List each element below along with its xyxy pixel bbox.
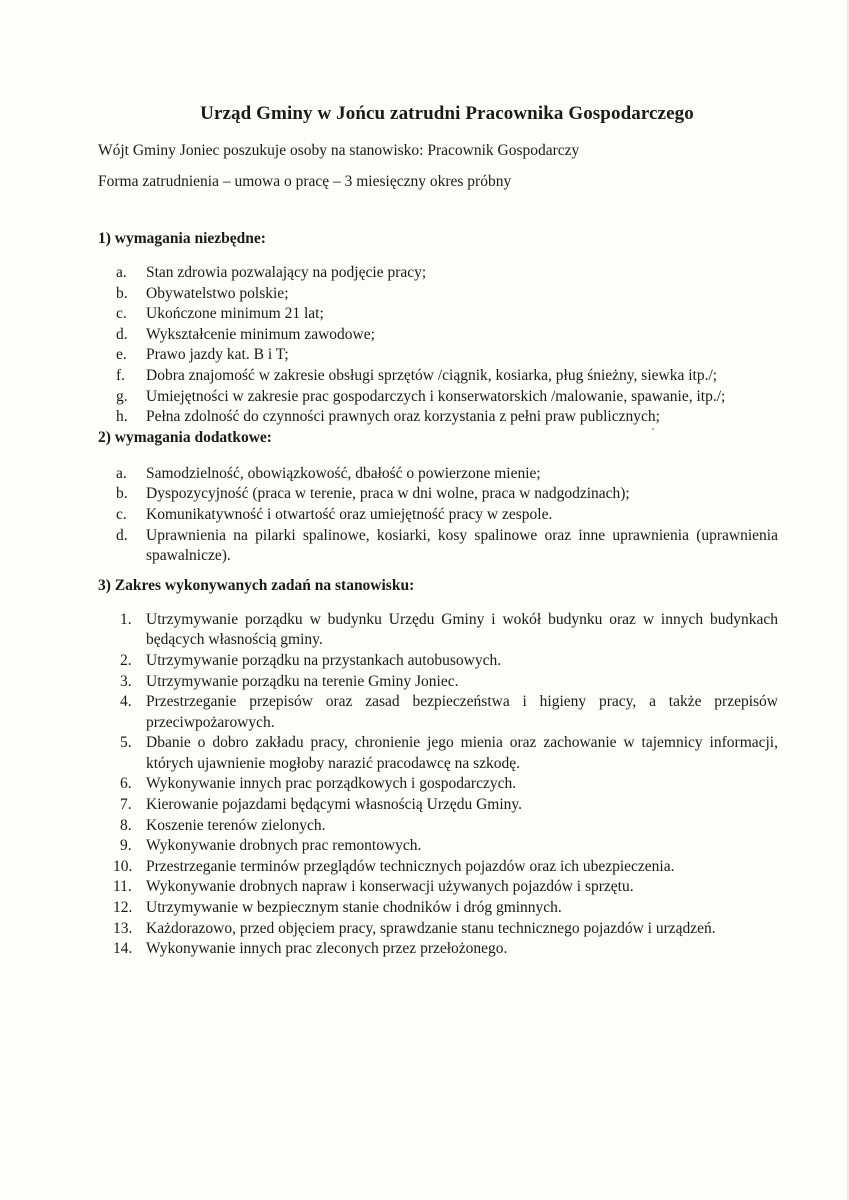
list-marker: 4. xyxy=(120,693,132,711)
list-item-text: Prawo jazdy kat. B i T; xyxy=(146,346,289,364)
list-marker: 6. xyxy=(120,775,132,793)
intro-employment-line: Forma zatrudnienia – umowa o pracę – 3 miesięczny okres próbny xyxy=(98,173,512,190)
list-item xyxy=(98,877,778,898)
list-item-text: Przestrzeganie przepisów oraz zasad bezpieczeństwa i higieny pracy, a także przepisów przeciwpożarowych. xyxy=(146,693,778,731)
list-item-text: Wykonywanie drobnych napraw i konserwacji używanych pojazdów i sprzętu. xyxy=(146,878,634,896)
list-marker: 12. xyxy=(113,899,133,917)
list-item-text: Wykonywanie drobnych prac remontowych. xyxy=(146,837,422,855)
list-marker: a. xyxy=(116,264,127,281)
list-marker: f. xyxy=(116,366,126,384)
list-item-text: Utrzymywanie porządku w budynku Urzędu Gminy i wokół budynku oraz w innych budynkach będących własnością gminy. xyxy=(146,610,778,649)
list-item-text: Samodzielność, obowiązkowość, dbałość o powierzone mienie; xyxy=(146,464,541,482)
list-item xyxy=(98,366,778,387)
list-item xyxy=(98,464,778,485)
list-marker: 14. xyxy=(113,940,133,958)
list-marker: 3. xyxy=(120,672,132,690)
list-item-text: Przestrzeganie terminów przeglądów technicznych pojazdów oraz ich ubezpieczenia. xyxy=(146,857,675,875)
list-item-text: Pełna zdolność do czynności prawnych oraz korzystania z pełni praw publicznych; xyxy=(146,408,660,426)
list-item-text: Umiejętności w zakresie prac gospodarczych i konserwatorskich /malowanie, spawanie, itp./; xyxy=(146,387,726,405)
list-item-text: Dyspozycyjność (praca w terenie, praca w dni wolne, praca w nadgodzinach); xyxy=(146,485,630,503)
list-marker: 10. xyxy=(113,857,133,875)
list-item-text: Komunikatywność i otwartość oraz umiejętność pracy w zespole. xyxy=(146,505,553,523)
list-item xyxy=(98,816,778,837)
list-item-text: Każdorazowo, przed objęciem pracy, sprawdzanie stanu technicznego pojazdów i urządzeń. xyxy=(146,919,716,937)
list-item xyxy=(98,284,778,305)
list-marker: d. xyxy=(116,325,128,343)
section-3-heading: 3) Zakres wykonywanych zadań na stanowisku: xyxy=(98,576,415,594)
list-item xyxy=(98,505,778,526)
list-item xyxy=(98,857,778,878)
list-item xyxy=(98,774,778,795)
list-item xyxy=(98,672,778,693)
list-item-text: Ukończone minimum 21 lat; xyxy=(146,305,324,323)
list-item-text: Koszenie terenów zielonych. xyxy=(146,816,326,834)
list-item xyxy=(98,692,778,733)
list-marker: 8. xyxy=(120,816,132,834)
list-item xyxy=(98,610,778,651)
list-marker: e. xyxy=(116,346,127,364)
list-marker: 5. xyxy=(120,734,132,752)
list-item xyxy=(98,898,778,919)
list-marker: 2. xyxy=(120,651,132,669)
list-marker: c. xyxy=(116,505,127,523)
list-item-text: Wykonywanie innych prac porządkowych i gospodarczych. xyxy=(146,775,517,793)
list-marker: 9. xyxy=(120,837,132,855)
document-body xyxy=(98,103,778,960)
list-item-text: Kierowanie pojazdami będącymi własnością Urzędu Gminy. xyxy=(146,796,523,814)
list-marker: 13. xyxy=(113,919,133,937)
section-1-heading: 1) wymagania niezbędne: xyxy=(98,230,266,247)
list-marker: 11. xyxy=(113,878,132,896)
list-item xyxy=(98,939,778,960)
list-item xyxy=(98,651,778,672)
list-marker: a. xyxy=(116,464,127,482)
list-item-text: Uprawnienia na pilarki spalinowe, kosiarki, kosy spalinowe oraz inne uprawnienia (uprawnienia spawalnicze). xyxy=(146,526,778,565)
list-item xyxy=(98,526,778,567)
document-title: Urząd Gminy w Jońcu zatrudni Pracownika Gospodarczego xyxy=(200,103,694,124)
list-marker: c. xyxy=(116,305,127,323)
list-marker: b. xyxy=(116,284,128,302)
list-marker: d. xyxy=(116,526,128,544)
list-item xyxy=(98,263,778,284)
list-item-text: Utrzymywanie porządku na terenie Gminy Joniec. xyxy=(146,672,459,690)
list-item-text: Utrzymywanie w bezpiecznym stanie chodników i dróg gminnych. xyxy=(146,899,562,917)
section-2-list xyxy=(98,464,778,567)
list-item xyxy=(98,325,778,346)
list-marker: b. xyxy=(116,485,128,503)
list-item xyxy=(98,387,778,408)
list-item-text: Utrzymywanie porządku na przystankach autobusowych. xyxy=(146,651,502,669)
list-item xyxy=(98,919,778,940)
list-item-text: Wykształcenie minimum zawodowe; xyxy=(146,325,375,343)
list-item-text: Wykonywanie innych prac zleconych przez przełożonego. xyxy=(146,940,508,958)
intro-position-line: Wójt Gminy Joniec poszukuje osoby na stanowisko: Pracownik Gospodarczy xyxy=(98,142,580,159)
list-item xyxy=(98,484,778,505)
list-item xyxy=(98,836,778,857)
list-item xyxy=(98,733,778,774)
list-item-text: Stan zdrowia pozwalający na podjęcie pracy; xyxy=(146,264,427,281)
list-marker: g. xyxy=(116,387,128,405)
list-item xyxy=(98,795,778,816)
list-item-text: Dbanie o dobro zakładu pracy, chronienie jego mienia oraz zachowanie w tajemnicy informacji, których ujawnienie mogłoby narazić pracodawcę na szkodę. xyxy=(146,734,778,772)
list-marker: h. xyxy=(116,408,128,426)
list-item xyxy=(98,407,778,428)
section-2-heading: 2) wymagania dodatkowe: xyxy=(98,428,272,446)
list-marker: 1. xyxy=(120,610,132,628)
list-item-text: Dobra znajomość w zakresie obsługi sprzętów /ciągnik, kosiarka, pług śnieżny, siewka itp./; xyxy=(146,366,718,384)
list-item-text: Obywatelstwo polskie; xyxy=(146,284,289,302)
list-marker: 7. xyxy=(120,796,132,814)
section-1-list xyxy=(98,263,778,428)
list-item xyxy=(98,304,778,325)
section-3-list xyxy=(98,610,778,960)
list-item xyxy=(98,345,778,366)
